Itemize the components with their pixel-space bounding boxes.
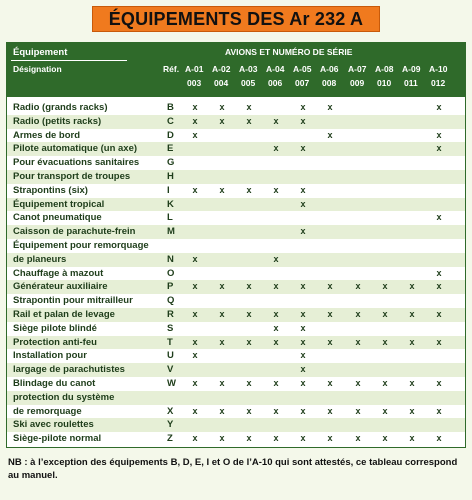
equipment-mark: x [409,405,415,416]
aircraft-serial: 010 [377,78,392,88]
ref-cell: W [167,378,176,389]
table-row [7,253,465,267]
equipment-mark: x [246,378,252,388]
ref-cell: V [167,364,174,376]
designation-cell: Canot pneumatique [13,212,102,224]
table-row [7,405,465,419]
table-row [7,377,465,391]
designation-cell: Générateur auxiliaire [13,281,108,293]
aircraft-code: A-07 [348,64,367,74]
table-row [7,267,465,281]
designation-cell: de remorquage [13,405,82,417]
equipment-mark: x [355,433,361,444]
ref-cell: Y [167,419,174,431]
equipment-mark: x [246,102,252,112]
equipment-mark: x [436,281,442,292]
equipment-mark: x [273,405,279,416]
equipment-mark: x [436,102,442,112]
designation-cell: Siège pilote blindé [13,322,97,334]
designation-cell: Protection anti-feu [13,336,97,348]
table-row [7,225,465,239]
equipment-mark: x [192,129,198,140]
designation-cell: Pour évacuations sanitaires [13,157,140,169]
designation-cell: Ski avec roulettes [13,419,94,431]
equipment-mark: x [300,226,306,237]
aircraft-code: A-03 [239,64,258,74]
header-designation: Désignation [13,64,62,74]
equipment-mark: x [246,309,252,319]
table-row [7,280,465,294]
designation-cell: Radio (petits racks) [13,115,102,127]
equipment-mark: x [192,336,198,347]
aircraft-serial: 003 [187,78,202,88]
designation-cell: Pour transport de troupes [13,171,131,182]
equipment-mark: x [382,433,388,444]
table-row [7,211,465,225]
ref-cell: B [167,102,174,113]
equipment-mark: x [300,309,306,319]
equipment-mark: x [219,336,225,347]
table-row [7,308,465,322]
equipment-mark: x [382,281,388,292]
designation-cell: Rail et palan de levage [13,309,115,320]
designation-cell: Installation pour [13,350,87,362]
aircraft-serial: 005 [241,78,256,88]
equipment-mark: x [246,281,252,292]
ref-cell: O [167,267,175,279]
equipment-mark: x [300,198,306,209]
ref-cell: S [167,322,174,334]
equipment-mark: x [382,405,388,416]
equipment-mark: x [355,309,361,319]
aircraft-code: A-10 [429,64,448,74]
ref-cell: N [167,253,174,265]
equipment-mark: x [409,378,415,388]
ref-cell: I [167,184,170,196]
table-row [7,294,465,308]
equipment-mark: x [327,336,333,347]
equipment-mark: x [327,102,333,112]
aircraft-serial: 007 [295,78,310,88]
equipment-mark: x [355,405,361,416]
aircraft-code: A-01 [185,64,204,74]
equipment-mark: x [219,281,225,292]
equipment-mark: x [192,102,198,112]
equipment-mark: x [436,143,442,154]
ref-cell: M [167,226,175,238]
designation-cell: Armes de bord [13,129,81,141]
equipment-mark: x [355,281,361,292]
equipment-mark: x [192,378,198,388]
equipment-mark: x [409,433,415,444]
designation-cell: Strapontins (six) [13,184,88,196]
footnote: NB : à l’exception des équipements B, D, E, I et O de l’A-10 qui sont attestés, ce tableau correspond au manuel. [8,457,458,481]
equipment-mark: x [409,309,415,319]
equipment-mark: x [219,433,225,444]
equipment-mark: x [192,184,198,195]
table-row [7,391,465,405]
equipment-mark: x [300,102,306,112]
equipment-mark: x [192,405,198,416]
designation-cell: Strapontin pour mitrailleur [13,295,133,307]
title-banner [92,6,380,32]
equipment-mark: x [273,115,279,126]
ref-cell: R [167,309,174,320]
equipment-mark: x [192,281,198,292]
equipment-mark: x [436,378,442,388]
equipment-mark: x [273,184,279,195]
equipment-mark: x [273,253,279,264]
equipment-mark: x [300,322,306,333]
header-rule [11,60,127,61]
table-row [7,115,465,129]
equipment-mark: x [355,378,361,388]
equipment-mark: x [300,336,306,347]
equipment-mark: x [300,405,306,416]
equipment-mark: x [273,143,279,154]
table-row [7,239,465,253]
equipment-mark: x [382,336,388,347]
header-avions: AVIONS ET NUMÉRO DE SÉRIE [225,47,353,57]
designation-cell: Radio (grands racks) [13,102,108,113]
ref-cell: L [167,212,173,224]
equipment-mark: x [273,336,279,347]
equipment-mark: x [300,350,306,361]
designation-cell: Caisson de parachute-frein [13,226,136,238]
equipment-mark: x [246,115,252,126]
aircraft-code: A-04 [266,64,285,74]
equipment-mark: x [327,433,333,444]
table-row [7,349,465,363]
aircraft-serial: 011 [404,78,418,88]
table-row [7,170,465,184]
equipment-mark: x [300,184,306,195]
equipment-mark: x [192,253,198,264]
header-equipement: Équipement [13,47,68,58]
ref-cell: U [167,350,174,362]
aircraft-serial: 009 [350,78,365,88]
ref-cell: E [167,143,174,155]
equipment-mark: x [192,309,198,319]
equipment-mark: x [355,336,361,347]
ref-cell: Z [167,433,173,445]
equipment-mark: x [273,309,279,319]
equipment-mark: x [300,115,306,126]
designation-cell: Équipement tropical [13,198,105,210]
equipment-mark: x [409,336,415,347]
ref-cell: P [167,281,174,293]
equipment-mark: x [273,378,279,388]
equipment-mark: x [246,433,252,444]
equipment-table [6,42,466,448]
equipment-mark: x [300,378,306,388]
equipment-mark: x [219,378,225,388]
table-row [7,129,465,143]
aircraft-code: A-09 [402,64,421,74]
ref-cell: H [167,171,174,182]
equipment-mark: x [436,267,442,278]
designation-cell: Équipement pour remorquage [13,240,149,251]
designation-cell: protection du système [13,391,115,403]
equipment-mark: x [436,336,442,347]
equipment-mark: x [192,350,198,361]
designation-cell: Blindage du canot [13,378,96,389]
equipment-mark: x [300,433,306,444]
equipment-mark: x [300,143,306,154]
table-header [7,43,465,97]
equipment-mark: x [327,378,333,388]
aircraft-serial: 012 [431,78,446,88]
equipment-mark: x [436,433,442,444]
ref-cell: G [167,157,175,169]
equipment-mark: x [382,378,388,388]
equipment-mark: x [300,364,306,375]
table-row [7,142,465,156]
equipment-mark: x [246,405,252,416]
table-row [7,101,465,115]
table-row [7,322,465,336]
ref-cell: X [167,405,174,417]
equipment-mark: x [382,309,388,319]
table-row [7,184,465,198]
equipment-mark: x [219,102,225,112]
equipment-mark: x [219,115,225,126]
ref-cell: T [167,336,173,348]
equipment-mark: x [219,184,225,195]
table-row [7,156,465,170]
equipment-mark: x [273,322,279,333]
aircraft-serial: 004 [214,78,229,88]
aircraft-code: A-05 [293,64,312,74]
equipment-mark: x [327,129,333,140]
equipment-mark: x [192,115,198,126]
table-row [7,198,465,212]
equipment-mark: x [436,309,442,319]
aircraft-code: A-06 [320,64,339,74]
equipment-mark: x [273,281,279,292]
equipment-mark: x [219,309,225,319]
aircraft-code: A-08 [375,64,394,74]
designation-cell: de planeurs [13,253,67,265]
equipment-mark: x [327,281,333,292]
equipment-mark: x [436,129,442,140]
equipment-mark: x [273,433,279,444]
aircraft-serial: 008 [322,78,337,88]
designation-cell: largage de parachutistes [13,364,125,376]
table-row [7,418,465,432]
ref-cell: Q [167,295,175,307]
equipment-mark: x [409,281,415,292]
equipment-mark: x [327,309,333,319]
equipment-mark: x [246,336,252,347]
table-row [7,336,465,350]
equipment-mark: x [192,433,198,444]
ref-cell: K [167,198,174,210]
table-row [7,432,465,446]
page-title: ÉQUIPEMENTS DES Ar 232 A [108,8,364,29]
equipment-mark: x [300,281,306,292]
ref-cell: C [167,115,174,127]
table-row [7,363,465,377]
equipment-mark: x [246,184,252,195]
aircraft-code: A-02 [212,64,231,74]
ref-cell: D [167,129,174,141]
header-ref: Réf. [163,64,180,74]
designation-cell: Siège-pilote normal [13,433,102,445]
equipment-mark: x [436,212,442,223]
equipment-mark: x [436,405,442,416]
equipment-mark: x [327,405,333,416]
designation-cell: Pilote automatique (un axe) [13,143,138,155]
equipment-mark: x [219,405,225,416]
aircraft-serial: 006 [268,78,283,88]
designation-cell: Chauffage à mazout [13,267,104,279]
